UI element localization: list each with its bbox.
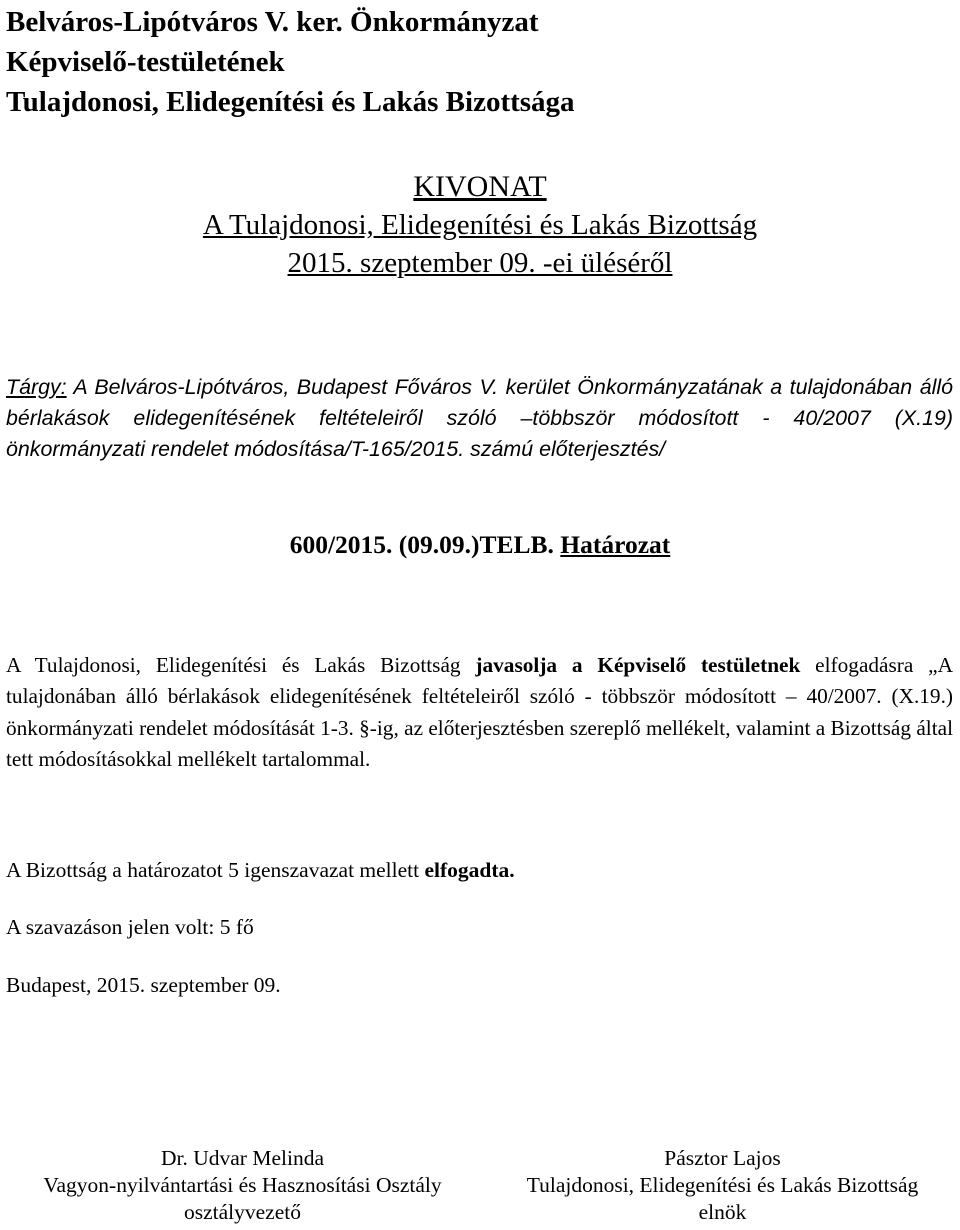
signatory-left-unit: Vagyon-nyilvántartási és Hasznosítási Osztály [43, 1173, 442, 1197]
signatory-left-role: osztályvezető [183, 1200, 301, 1224]
body-bold-recommendation: javasolja a Képviselő testületnek [475, 653, 801, 677]
subject-text: A Belváros-Lipótváros, Budapest Főváros V. kerület Önkormányzatának a tulajdonában álló bérlakások elidegenítésének feltételeiről szóló –többször módosított - 40/2007 (X.19) önkormányzati rendelet módosítása/T-165/2015. számú előterjesztés/ [6, 375, 953, 461]
presence-line: A szavazáson jelen volt: 5 fő [6, 915, 254, 939]
issuer-line-3: Tulajdonosi, Elidegenítési és Lakás Bizottsága [6, 86, 575, 118]
resolution-body [6, 650, 953, 776]
document-title [0, 168, 960, 282]
subject-label: Tárgy: [6, 375, 67, 399]
signatory-right-name: Pásztor Lajos [664, 1146, 781, 1170]
signature-left [6, 1145, 479, 1226]
committee-title: A Tulajdonosi, Elidegenítési és Lakás Bizottság [202, 209, 758, 241]
place-date: Budapest, 2015. szeptember 09. [6, 973, 281, 997]
body-part-2: elfogadásra „A tulajdonában álló bérlakások elidegenítésének feltételeiről szóló - többször módosított – 40/2007. (X.19.) önkormányzati rendelet módosítását 1-3. §-ig, az előterjesztésben szereplő mellékelt, valamint a Bizottság által tett módosításokkal mellékelt tartalommal. [6, 653, 954, 772]
resolution-heading [0, 530, 960, 560]
resolution-number: 600/2015. (09.09.)TELB. [289, 530, 554, 559]
vote-text: A Bizottság a határozatot 5 igenszavazat mellett [6, 858, 425, 882]
signatory-left-name: Dr. Udvar Melinda [160, 1146, 324, 1170]
signature-right [490, 1145, 955, 1226]
vote-outcome: elfogadta. [424, 858, 515, 882]
issuer-line-1: Belváros-Lipótváros V. ker. Önkormányzat [6, 6, 539, 38]
kivonat-heading: KIVONAT [413, 170, 547, 203]
signatory-right-unit: Tulajdonosi, Elidegenítési és Lakás Bizottság [526, 1173, 919, 1197]
vote-result [6, 856, 515, 884]
issuer-header [6, 2, 575, 122]
meeting-date: 2015. szeptember 09. -ei üléséről [287, 247, 673, 279]
resolution-label: Határozat [560, 530, 671, 559]
issuer-line-2: Képviselő-testületének [6, 46, 285, 78]
signatory-right-role: elnök [698, 1200, 747, 1224]
body-part-1: A Tulajdonosi, Elidegenítési és Lakás Bizottság [6, 653, 476, 677]
subject-paragraph [6, 372, 953, 465]
